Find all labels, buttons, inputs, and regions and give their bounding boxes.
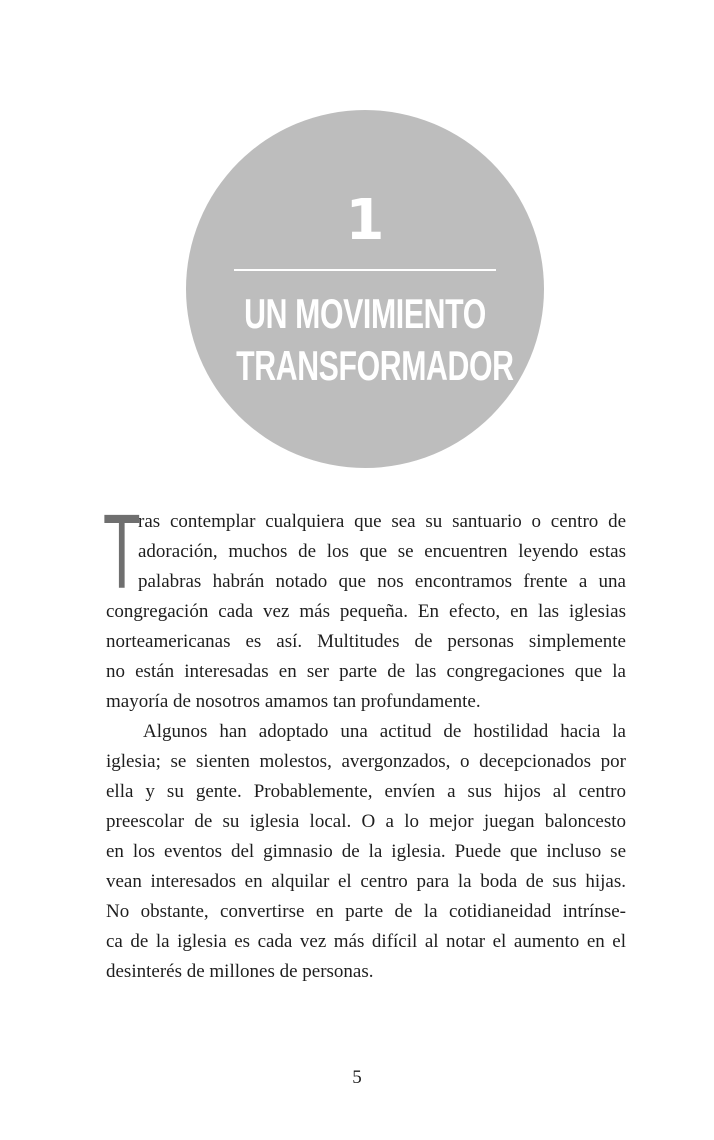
drop-cap: T [103,493,141,611]
paragraph-line: palabras habrán notado que nos encontramos frente a una [138,571,626,592]
paragraph-line: ras contemplar cualquiera que sea su santuario o centro de [138,511,626,532]
chapter-heading-circle [186,110,544,468]
paragraph-line: no están interesadas en ser parte de las congregaciones que la [106,661,626,682]
paragraph-line: preescolar de su iglesia local. O a lo mejor juegan baloncesto [106,811,626,832]
paragraph-line: norteamericanas es así. Multitudes de personas simplemente [106,631,626,652]
body-text [103,493,626,987]
paragraph-line: adoración, muchos de los que se encuentren leyendo estas [138,541,626,562]
chapter-title-line: TRANSFORMADOR [236,342,514,389]
chapter-title [236,288,514,392]
paragraph-line: en los eventos del gimnasio de la iglesia. Puede que incluso se [106,841,626,862]
paragraph-line: Algunos han adoptado una actitud de hostilidad hacia la [143,721,626,742]
chapter-title-line: UN MOVIMIENTO [244,290,486,337]
paragraph-line: ella y su gente. Probablemente, envíen a sus hijos al centro [106,781,626,802]
paragraph-line: mayoría de nosotros amamos tan profundamente. [106,691,481,712]
paragraph-line: ca de la iglesia es cada vez más difícil al notar el aumento en el [106,931,626,952]
page-number: 5 [352,1067,362,1088]
paragraph-line: No obstante, convertirse en parte de la cotidianeidad intrínse- [106,901,626,922]
paragraph-line: vean interesados en alquilar el centro para la boda de sus hijas. [106,871,626,892]
paragraph-line: iglesia; se sienten molestos, avergonzados, o decepcionados por [106,751,626,772]
paragraph-line: desinterés de millones de personas. [106,961,374,982]
chapter-divider [234,269,496,271]
paragraph-line: congregación cada vez más pequeña. En efecto, en las iglesias [106,601,626,622]
chapter-number: 1 [345,188,385,253]
